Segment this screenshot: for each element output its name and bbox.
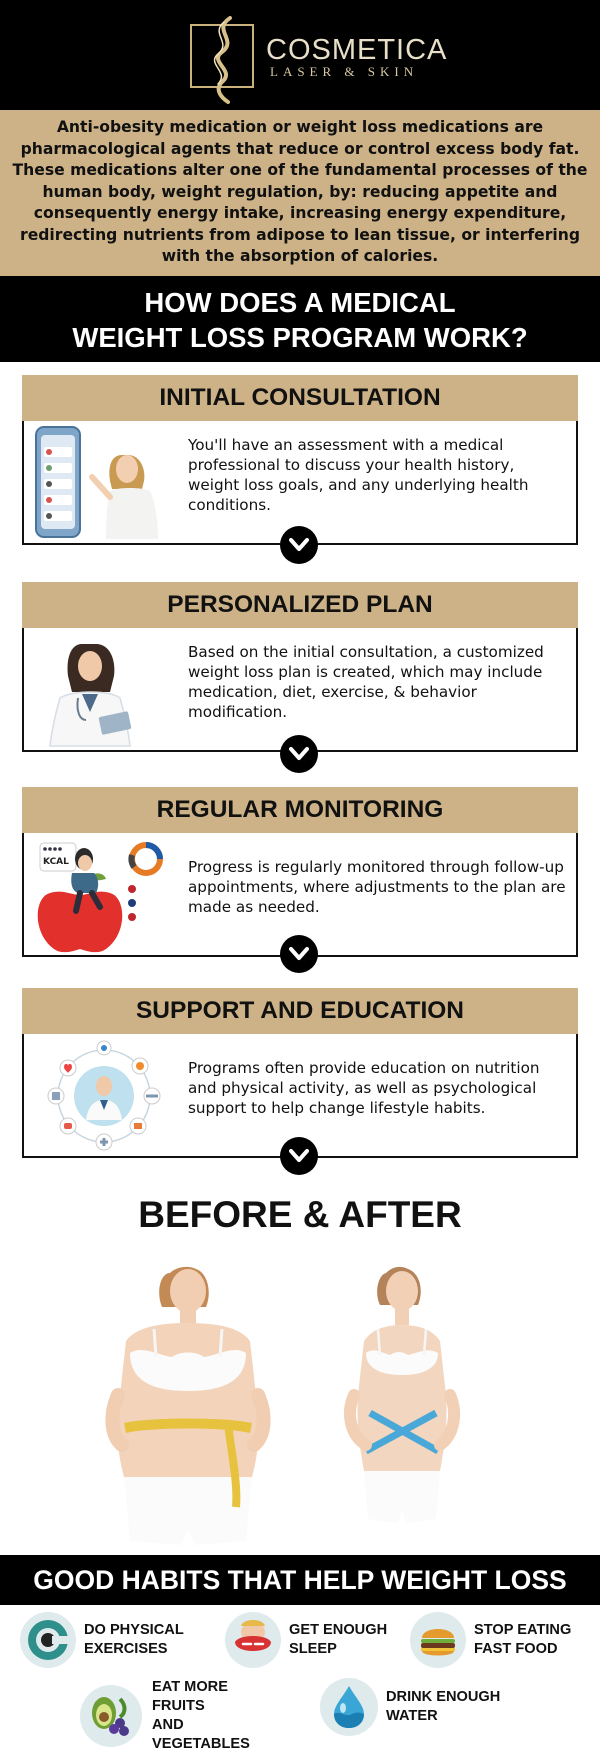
before-after-photos [0,1245,600,1555]
fruits-vegetables-icon [80,1685,142,1747]
water-drop-icon [320,1678,378,1736]
chevron-down-icon [289,1148,309,1164]
step-description: Programs often provide education on nutrition and physical activity, as well as psychological support to help change lifestyle habits. [188,1059,540,1117]
next-step-arrow [280,1137,318,1175]
before-figure [112,1267,263,1545]
phone-woman-illustration [30,425,180,541]
habit-label-line1: GET ENOUGH [289,1622,388,1638]
apple-chart-illustration [30,837,180,953]
habit-fast-food [410,1612,600,1668]
how-heading-line1: HOW DOES A MEDICAL [144,287,456,318]
habit-label-line2: AND VEGETABLES [152,1717,250,1750]
habit-label-line2: SLEEP [289,1641,337,1657]
doctor-circle-illustration [30,1038,180,1154]
step-title: SUPPORT AND EDUCATION [22,988,578,1034]
habit-sleep [225,1612,419,1668]
step-body [22,628,578,752]
step-regular-monitoring [22,787,578,957]
doctor-woman-illustration [30,632,180,748]
step-title: INITIAL CONSULTATION [22,375,578,421]
habit-label-line1: DRINK ENOUGH [386,1689,501,1705]
brand-name: COSMETICA [266,34,448,66]
exercise-icon [20,1612,76,1668]
how-heading [0,276,600,362]
habits-title: GOOD HABITS THAT HELP WEIGHT LOSS [0,1555,600,1605]
next-step-arrow [280,935,318,973]
sleep-mask-icon [225,1612,281,1668]
before-after-title: BEFORE & AFTER [138,1194,462,1235]
habit-label-line1: STOP EATING [474,1622,572,1638]
habit-label [152,1678,282,1750]
habit-label [474,1621,600,1659]
habit-label [289,1621,419,1659]
kcal-label: KCAL [43,857,69,867]
logo-frame [190,24,254,88]
step-initial-consultation [22,375,578,545]
next-step-arrow [280,735,318,773]
next-step-arrow [280,526,318,564]
habit-fruits-vegetables [80,1678,282,1750]
brand-tagline: LASER & SKIN [270,64,419,79]
habit-label-line1: DO PHYSICAL [84,1622,184,1638]
habit-label [386,1688,516,1726]
step-description: Progress is regularly monitored through follow-up appointments, where adjustments to the plan are made as needed. [188,858,566,916]
chevron-down-icon [289,946,309,962]
habit-label-line2: WATER [386,1708,438,1724]
habit-label-line1: EAT MORE FRUITS [152,1679,228,1714]
chevron-down-icon [289,746,309,762]
habit-label-line2: FAST FOOD [474,1641,558,1657]
burger-icon [410,1612,466,1668]
step-description: Based on the initial consultation, a customized weight loss plan is created, which may include medication, diet, exercise, & behavior modification. [188,643,544,721]
habit-exercise [20,1612,214,1668]
after-figure [350,1267,454,1523]
header [0,0,600,110]
logo-swirl-icon [192,12,256,104]
habit-label [84,1621,214,1659]
step-personalized-plan [22,582,578,752]
step-support-education [22,988,578,1158]
step-title: REGULAR MONITORING [22,787,578,833]
step-description: You'll have an assessment with a medical professional to discuss your health history, weight loss goals, and any underlying health conditions. [188,436,529,514]
how-heading-line2: WEIGHT LOSS PROGRAM WORK? [72,322,528,353]
chevron-down-icon [289,537,309,553]
habit-label-line2: EXERCISES [84,1641,168,1657]
habit-water [320,1678,516,1736]
intro-paragraph: Anti-obesity medication or weight loss medications are pharmacological agents that reduce or control excess body fat. These medications alter one of the fundamental processes of the human body, weight regulation, by: reducing appetite and consequently energy intake, increasing energy expenditure, redirecting nutrients from adipose to lean tissue, or interfering with the absorption of calories. [0,110,600,276]
step-title: PERSONALIZED PLAN [22,582,578,628]
